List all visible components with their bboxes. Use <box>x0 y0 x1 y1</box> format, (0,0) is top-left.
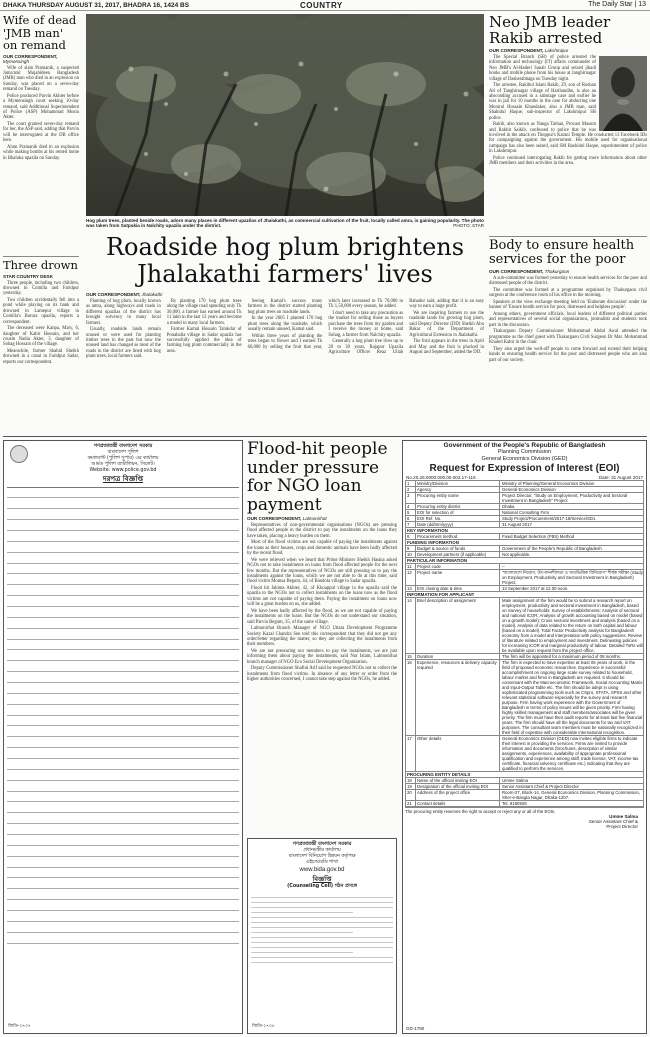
police-table-row <box>7 498 239 509</box>
story-hogplum <box>86 234 484 431</box>
story-rakib-byline: OUR CORRESPONDENT, Lakshmipur <box>489 48 569 53</box>
photo-credit: PHOTO: STAR <box>453 223 484 229</box>
eoi-section-particular: PARTICULAR INFORMATION <box>406 558 643 564</box>
story-health-byline: OUR CORRESPONDENT, Thakurgaon <box>489 269 570 274</box>
police-table-row <box>7 683 239 694</box>
police-table-row <box>7 716 239 726</box>
hog-plum-photo <box>86 14 484 216</box>
runner-date: DHAKA THURSDAY AUGUST 31, 2017, BHADRA 16, 1424 BS <box>3 2 190 9</box>
eoi-row: 1 Ministry/Division Ministry of Planning/General Economics Division <box>406 481 643 487</box>
police-table-row <box>7 574 239 585</box>
story-health-body: A sub-committee was formed yesterday to ensure health services for the poor and distressed people of the district. The committee was formed at a programme organised by Thakurgaon civil surgeon at the conference room of his office in the morning. Speakers at the view exchange meeting held on 'Elaborate discussion' under the banner of 'Ensure health service for poor, distressed and helpless people'. Among others, government officials, local leaders of different political parties and representatives of several social organisations, journalists and students took part in the discussion. Thakurgaon Deputy Commissioner Mohammad Abdul Awal attended the programme as the chief guest with Thakurgaon Civil Surgeon Dr Mar. Mohammad Khaled Kabir in the chair. They also urged the well-off people to come forward and extend their helping hands to ensuring health service for the poor and distressed people who are also part of our society. <box>489 276 647 363</box>
runner-page: The Daily Star | 13 <box>588 1 646 8</box>
police-table-row <box>7 661 239 672</box>
photo-caption <box>86 218 484 228</box>
eoi-section-funding: FUNDING INFORMATION <box>406 540 643 546</box>
bida-header-3: বাংলাদেশ বিনিয়োগ উন্নয়ন কর্তৃপক্ষ <box>288 854 356 859</box>
portrait-image <box>599 56 647 131</box>
police-table-row <box>7 585 239 596</box>
eoi-header-3: General Economics Division (GED) <box>481 455 568 462</box>
story-flood-headline: Flood-hit people under pressure for NGO loan payment <box>247 440 388 515</box>
eoi-row: 11 Project code -- <box>406 564 643 570</box>
eoi-row: 20 Address of the project office Room-27, Block-14, General Economics Division, Planning Commission, Sher-e-Bangla Nagar, Dhaka-1207. <box>406 790 643 801</box>
police-table-row <box>7 737 239 748</box>
story-hogplum-body: Planting of hog plum, locally known as amra, along highways and roads in different upazilas of the district has brought solvency to many local farmers. Usually, roadside lands remain unused or were used for planting timber trees in the past but now the unused land has changed as most of the roads in the district are lined with hog plum trees, local farmers said. By planting 170 hog plum trees along the village road spending only Tk 30,000, a farmer has earned around Tk 11 lakh in the last 12 years and become a model to many local farmers. Farmer Kamal Hossain Talukdar of Ponabalia village in Sadar upazila has successfully applied the idea of farming hog plum commercially in the area. Seeing Kamal's success many farmers in the district started planting hog plum trees on roadside lands. In the year 2005 I planted 170 hog plum trees along the roadside, which usually remain unused, Kamal said. Within three years of planting the trees began to flower and I earned Tk 60,000 by selling the fruit that year, which later increased to Tk 70,000 to Tk 1,50,000 every season, he added. I don't need to take any precaution as the market for selling those as buyers purchase the trees from my garden and I receive the money at home, said Sohag, a farmer from Nalchity upazila. Generally a hog plum tree lives up to 20 to 30 years, Rajapur Upazila Agriculture Officer Reaz Ullah Bahadur said, adding that it is an easy way to earn a huge profit. We are inspiring farmers to use the roadside lands for growing hog plum, said Deputy Director (DD) Sheikh Abu Bakar of the Department of Agricultural Extension in Jhalakathi. The fruit appears in the trees in April and May and the fruit is plucked in August and September, added the DD. <box>86 299 484 360</box>
story-drown-body: Three people, including two children, drowned in Comilla and Faridpur yesterday. Two children accidentally fell into a pond while playing on its bank and drowned in Lamepur village in Comilla's Barura upazila, reports a correspondent. The deceased were Kanpa, Mary, 6, daughter of Kabir Hossain, and her cousin Nadia Akter, 3, daughter of Sohag Hossain of the village. Meanwhile, farmer Shahid Sheikh drowned in a canal in Faridpur Sadar, reports our correspondent. <box>3 280 79 365</box>
eoi-row: 5 EOI for selection of National Consulting Firm <box>406 510 643 516</box>
ad-bida-notice <box>247 838 397 1034</box>
eoi-row: 21 Contact details Tel. 9180928 <box>406 801 643 807</box>
eoi-date: Date: 31 August 2017 <box>598 474 643 480</box>
police-table <box>7 487 239 944</box>
eoi-title: Request for Expression of Interest (EOI) <box>429 462 620 474</box>
police-table-row <box>7 629 239 640</box>
police-table-row <box>7 618 239 629</box>
eoi-row-other: 17 Other details General Economics Division (GED) now invites eligible firms to indicate their interest in providing the services. Firms are invited to provide information and documents (brochures, description of similar assignments, experiences, availability of appropriate professional qualification and experience among staff, trade license, VAT, income tax certificate, financial solvency certificate etc.) indicating that they are qualified to perform the services. <box>406 736 643 772</box>
eoi-row: 9 Budget & source of funds Government of the People's Republic of Bangladesh <box>406 546 643 552</box>
eoi-row: 18 Name of the official inviting EOI Umme Salma <box>406 778 643 784</box>
ad-eoi <box>402 440 647 1034</box>
eoi-row: 19 Designation of the official inviting EOI Senior Assistant Chief & Project Director <box>406 784 643 790</box>
police-table-row <box>7 868 239 878</box>
police-table-row <box>7 813 239 824</box>
eoi-header-1: Government of the People's Republic of Bangladesh <box>443 442 606 449</box>
bida-header-2: প্রধানমন্ত্রীর কার্যালয় <box>303 848 341 853</box>
story-flood-body: Representatives of non-governmental organisations (NGOs) are pressing flood affected people in the district to pay the instalments on the loans they have taken, placing a heavy burden on them. Most of the flood victims are not capable of paying the instalments against the loans as their houses, crops and domestic animals have been badly affected by the recent flood. We were relieved when we heard that Prime Minister Sheikh Hasina asked NGOs not to take instalments on loans from flood affected people for the next few months. But the representatives of NGOs are still pressing us to pay the instalments against the loans, which we are not able to do at this time, said flood victim Momsa Begum, 44, of Bandola village in Sadar upazila. Flood hit Jahima Akhter, 42, of Khoappul village in the upazila said the upazila to the NGOs not to collect instalments on the loans now as the flood victims are not capable of paying them. Paying the instalment on loans now will be a great burden on us, she added. We have been badly affected by the flood, as we are not capable of paying the instalments on the loans. But the NGOs do not understand our situation, said Parvin Begum, 35, of the same village. Lalmonirhat Branch Manager of NGO Uttara Development Programme Society Kazal Chandra Sen told this correspondent that they did not get any order/letter regarding the matter, so they are collecting the instalments from their members. We are not pressuring our members to pay the instalments, we are just informing them about paying the instalments, said Nur Islam, Lalmonirhat branch manager of NGO Eco Social Development Organisation. Deputy Commissioner Shafiul Arif said he requested NGOs not to collect the instalments from flood victims. In absence of any letter or order from the higher authorities concerned, I cannot take step against the NGOs, he added. <box>247 523 397 683</box>
story-health <box>489 236 647 432</box>
story-wife-headline: Wife of dead 'JMB man' on remand <box>3 14 77 52</box>
photo-caption-text: Hog plum trees, planted beside roads, adorn many places in different upazilas of Jhalakathi, as commercial cultivation of the fruit, locally called amra, is gaining popularity. The photo was taken from Satpukia in Nalchity upazila under the district. <box>86 218 484 229</box>
eoi-row: 2 Agency General Economics Division <box>406 487 643 493</box>
police-header-4: আর্মড পুলিশ ব্যাটালিয়ন, সিলেট। <box>91 462 155 467</box>
page-runner <box>0 0 650 11</box>
bida-header-1: গণপ্রজাতন্ত্রী বাংলাদেশ সরকার <box>292 842 352 847</box>
police-table-row <box>7 564 239 574</box>
police-table-row <box>7 650 239 661</box>
story-hogplum-headline: Roadside hog plum brightens Jhalakathi farmers' lives <box>105 234 465 288</box>
story-wife <box>3 14 79 254</box>
police-table-row <box>7 509 239 520</box>
police-table-row <box>7 781 239 792</box>
police-table-row <box>7 933 239 944</box>
police-header-1: গণপ্রজাতন্ত্রী বাংলাদেশ সরকার <box>93 444 153 449</box>
story-flood <box>247 440 397 835</box>
story-drown-byline: STAR COUNTRY DESK <box>3 273 53 279</box>
eoi-row-duration: 15 Duration The firm will be appointed for a maximum period of 08 months. <box>406 654 643 660</box>
eoi-sign-name: Umme Salma <box>609 813 638 819</box>
eoi-section-key: KEY INFORMATION <box>406 528 643 534</box>
eoi-row: 7 Date (dd/mm/yyyy) 31 August 2017 <box>406 522 643 528</box>
eoi-header-2: Planning Commission <box>497 449 552 456</box>
eoi-ref: No.20.26.0000.000.00.002.17-116 <box>406 474 476 480</box>
ad-police-tender <box>3 440 243 1034</box>
story-wife-byline: OUR CORRESPONDENT, Mymensingh <box>3 53 58 64</box>
police-table-row <box>7 857 239 868</box>
police-header-3: কমান্ড্যান্ট (পুলিশ সুপার) এর কার্যালয় <box>87 456 159 461</box>
eoi-sign-title-2: Project Director <box>606 824 638 830</box>
police-table-row <box>7 672 239 683</box>
eoi-footer-note: The procuring entity reserves the right to accept or reject any or all of the EOIs. <box>405 808 556 814</box>
police-table-row <box>7 792 239 802</box>
police-table-row <box>7 488 239 498</box>
runner-section: COUNTRY <box>300 1 343 10</box>
police-table-row <box>7 607 239 618</box>
story-rakib-body: The Special Branch (SB) of police arrested the information and technology (IT) affairs commander of Neo JMB's Al-Haderi Sanab Group and seized jihadi books and mobile phone from his house at Janghirnagar village of Dasherabhaga on Tuesday night. The arrestee, Rakibul Islam Rakib, 29, son of Roshan Ali of Tanghirnagar village of Harihandhu, is also an absconding accused in a sabotage case and earlier he was in jail for 10 months in the case for abducting one Monirul Hossain Khandaker, also a JMB man, said Shahidul Haque, sub-inspector of Lakshmipur SB police. Rakib, also known as Nanga Tarhan, Provast Masum and Rakbit Saikib, confessed to police that he was involved in the attack on Thoppur's Karani Temple. He conducted 13 Facebook IDs for campaigning against the government. His mobile used for organisational campaign has also been seized, said SM Rashidul Haque, superintendent of police in Lakshmipur. Police continued interrogating Rakib for getting more information about other JMB members and their activities in the area. <box>489 55 647 167</box>
police-table-row <box>7 922 239 933</box>
bida-subtitle: (Counseling Cell) গঠন প্রসঙ্গে <box>287 884 357 889</box>
police-emblem-icon <box>10 445 28 463</box>
rakib-portrait <box>599 56 647 131</box>
eoi-row-experience: 16 Experience, resources & delivery capacity required The firm is expected to have expertise at least 05 years of work, in the field of proposed economic researches. Experience in successful accomplishment on ongoing large scale survey related to household, labour market and firms in Bangladesh are required. It should be conversant with the Macroeconomic Framework, Social Accounting Matrix and Input-Output Table etc. The firm should be adept in using sophisticated programming tools such as CSpro, STATA, SPSS and other relevant statistical software especially for the survey and research purpose. Firm having work experience with the Government of Bangladesh in terms of policy issues will be given priority. Firm having highly skilled management and staff members/associates will be given priority. The firm must have their audit reports for at least last five financial years. The firm should have all the legal documents for tax and VAT purposes. The consultant team members must be nationally recognized in their field of expertise with considerable international recognition. <box>407 659 643 735</box>
story-rakib <box>489 14 647 232</box>
police-table-row <box>7 542 239 553</box>
police-footer: জিডি-২৭০৭ <box>8 1024 31 1029</box>
eoi-table <box>405 481 644 808</box>
eoi-row: 6 EOI Ref. No. Study Project/Procurement/2017-18/Service/SD1 <box>406 516 643 522</box>
police-table-row <box>7 824 239 835</box>
eoi-row: 3 Procuring entity name Project Director, "Study on Employment, Productivity and Sectoral Investment in Bangladesh" Project <box>406 493 643 504</box>
section-divider <box>3 436 647 437</box>
bida-footer: জিডি-২৭০৮ <box>252 1024 275 1029</box>
police-table-row <box>7 846 239 857</box>
police-table-row <box>7 694 239 705</box>
eoi-section-procuring: PROCURING ENTITY DETAILS <box>406 772 643 778</box>
story-rakib-headline: Neo JMB leader Rakib arrested <box>489 14 611 47</box>
eoi-section-applicant: INFORMATION FOR APPLICANT <box>406 592 643 598</box>
police-table-row <box>7 759 239 770</box>
story-wife-body: Wife of slain Pramanik, a suspected Jama'atul Mujahideen Bangladesh (JMB) man who died in an explosion on Sunday, was placed on a seven-day remand on Tuesday. Police produced Parvin Akhter before a Mymensingh court seeking 10-day remand, said Additional Superintendent of Police (ASP) Mohammad Mosin Akter. The court granted seven-day remand for her, the ASP said, adding that Parvin will be interrogated at the DB office here. Alam Pramanik died in an explosion while making bombs at his rented home in Bhaluka upazila on Sunday. <box>3 65 79 161</box>
eoi-row: 8 Procurement method Fixed Budget Selection (FBS) Method <box>406 534 643 540</box>
police-table-row <box>7 726 239 737</box>
police-table-row <box>7 748 239 759</box>
police-table-row <box>7 770 239 781</box>
police-table-row <box>7 889 239 900</box>
eoi-row: 4 Procuring entity district Dhaka <box>406 504 643 510</box>
bida-body <box>251 893 393 963</box>
police-table-row <box>7 911 239 922</box>
eoi-row: 10 Development partners (if applicable) Not applicable. <box>406 552 643 558</box>
police-table-row <box>7 520 239 531</box>
police-website: Website: www.police.gov.bd <box>89 468 157 473</box>
bida-website: www.bida.gov.bd <box>299 867 345 873</box>
story-hogplum-byline: OUR CORRESPONDENT, Jhalakathi <box>86 292 163 297</box>
story-flood-byline: OUR CORRESPONDENT, Lalmonirhat <box>247 516 327 521</box>
hog-plum-image <box>86 14 484 216</box>
eoi-gd: GD-1780 <box>406 1026 425 1031</box>
eoi-row: 13 EOI closing date & time 13 September 2017 at 12.00 noon. <box>406 586 643 592</box>
eoi-sign-title-1: Senior Assistant Chief & <box>588 819 638 825</box>
bida-title: বিজ্ঞপ্তি <box>312 875 332 883</box>
police-table-row <box>7 878 239 889</box>
police-table-row <box>7 596 239 607</box>
police-header-2: বাংলাদেশ পুলিশ <box>107 450 139 455</box>
police-table-row <box>7 531 239 542</box>
police-table-row <box>7 640 239 650</box>
police-table-row <box>7 705 239 716</box>
bida-text-line <box>251 958 393 963</box>
story-health-headline: Body to ensure health services for the poor <box>489 238 635 267</box>
bida-header-4: এইচআরডি শাখা <box>305 860 339 865</box>
eoi-row: 12 Project name "বাংলাদেশে নিয়োগ, উৎপাদনশীলতা ও খাতভিত্তিক বিনিয়োগ" শীর্ষক সমীক্ষা (Study on Employment, Productivity and Sectoral Investment in Bangladesh) Project. <box>407 569 643 585</box>
police-title: দরপত্র বিজ্ঞপ্তি <box>102 475 144 483</box>
police-table-row <box>7 900 239 911</box>
police-table-row <box>7 835 239 846</box>
eoi-row-assignment: 14 Brief description of assignment Main assignment of the firm would be to submit a research report on employment, productivity and sectoral investment in Bangladesh, based on Survey of households; Survey of establishments; Analysis of sectoral and national ICOR; Analysis of growth accounting based on model (based on a growth model); Cross sectoral investment and analysis (based on a model). Analysis of data related to the return on both capital and labour (based on a model). Total Factor Productivity analysis for Bangladesh economy from a model and interpretation with policy suggestions. Review of literature related to employment and investment. Delineating policies for increasing ICOR and marginal productivity of labour. Detailed ToRs will be available upon request from the project office. <box>407 597 643 653</box>
police-table-row <box>7 553 239 564</box>
story-drown-headline: Three drown <box>3 258 78 272</box>
police-table-row <box>7 802 239 813</box>
